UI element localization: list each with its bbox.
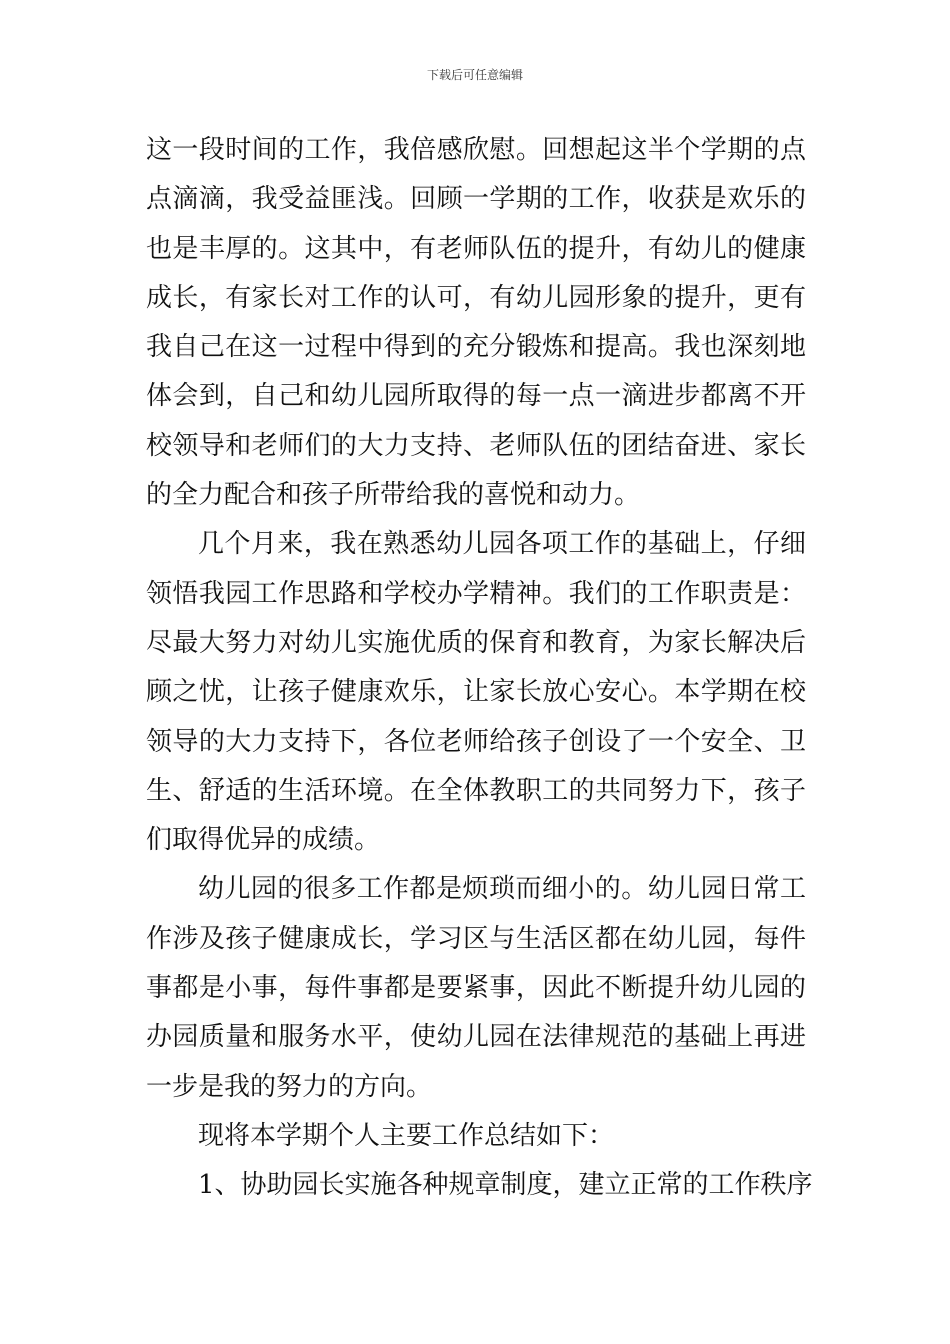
list-item-1: 1、协助园长实施各种规章制度，建立正常的工作秩序 — [198, 1170, 813, 1201]
document-body — [146, 126, 813, 1211]
paragraph-duties: 几个月来，我在熟悉幼儿园各项工作的基础上，仔细领悟我园工作思路和学校办学精神。我们的工作职责是：尽最大努力对幼儿实施优质的保育和教育，为家长解决后顾之忧，让孩子健康欢乐，让家长放心安心。本学期在校领导的大力支持下，各位老师给孩子创设了一个安全、卫生、舒适的生活环境。在全体教职工的共同努力下，孩子们取得优异的成绩。 — [146, 529, 806, 856]
paragraph-intro: 这一段时间的工作，我倍感欣慰。回想起这半个学期的点点滴滴，我受益匪浅。回顾一学期的工作，收获是欢乐的也是丰厚的。这其中，有老师队伍的提升，有幼儿的健康成长，有家长对工作的认可，有幼儿园形象的提升，更有我自己在这一过程中得到的充分锻炼和提高。我也深刻地体会到，自己和幼儿园所取得的每一点一滴进步都离不开校领导和老师们的大力支持、老师队伍的团结奋进、家长的全力配合和孩子所带给我的喜悦和动力。 — [146, 135, 806, 511]
header-note: 下载后可任意编辑 — [426, 68, 523, 82]
paragraph-daily-work: 幼儿园的很多工作都是烦琐而细小的。幼儿园日常工作涉及孩子健康成长，学习区与生活区都在幼儿园，每件事都是小事，每件事都是要紧事，因此不断提升幼儿园的办园质量和服务水平，使幼儿园在法律规范的基础上再进一步是我的努力的方向。 — [146, 874, 806, 1102]
paragraph-summary-lead: 现将本学期个人主要工作总结如下： — [198, 1120, 615, 1151]
